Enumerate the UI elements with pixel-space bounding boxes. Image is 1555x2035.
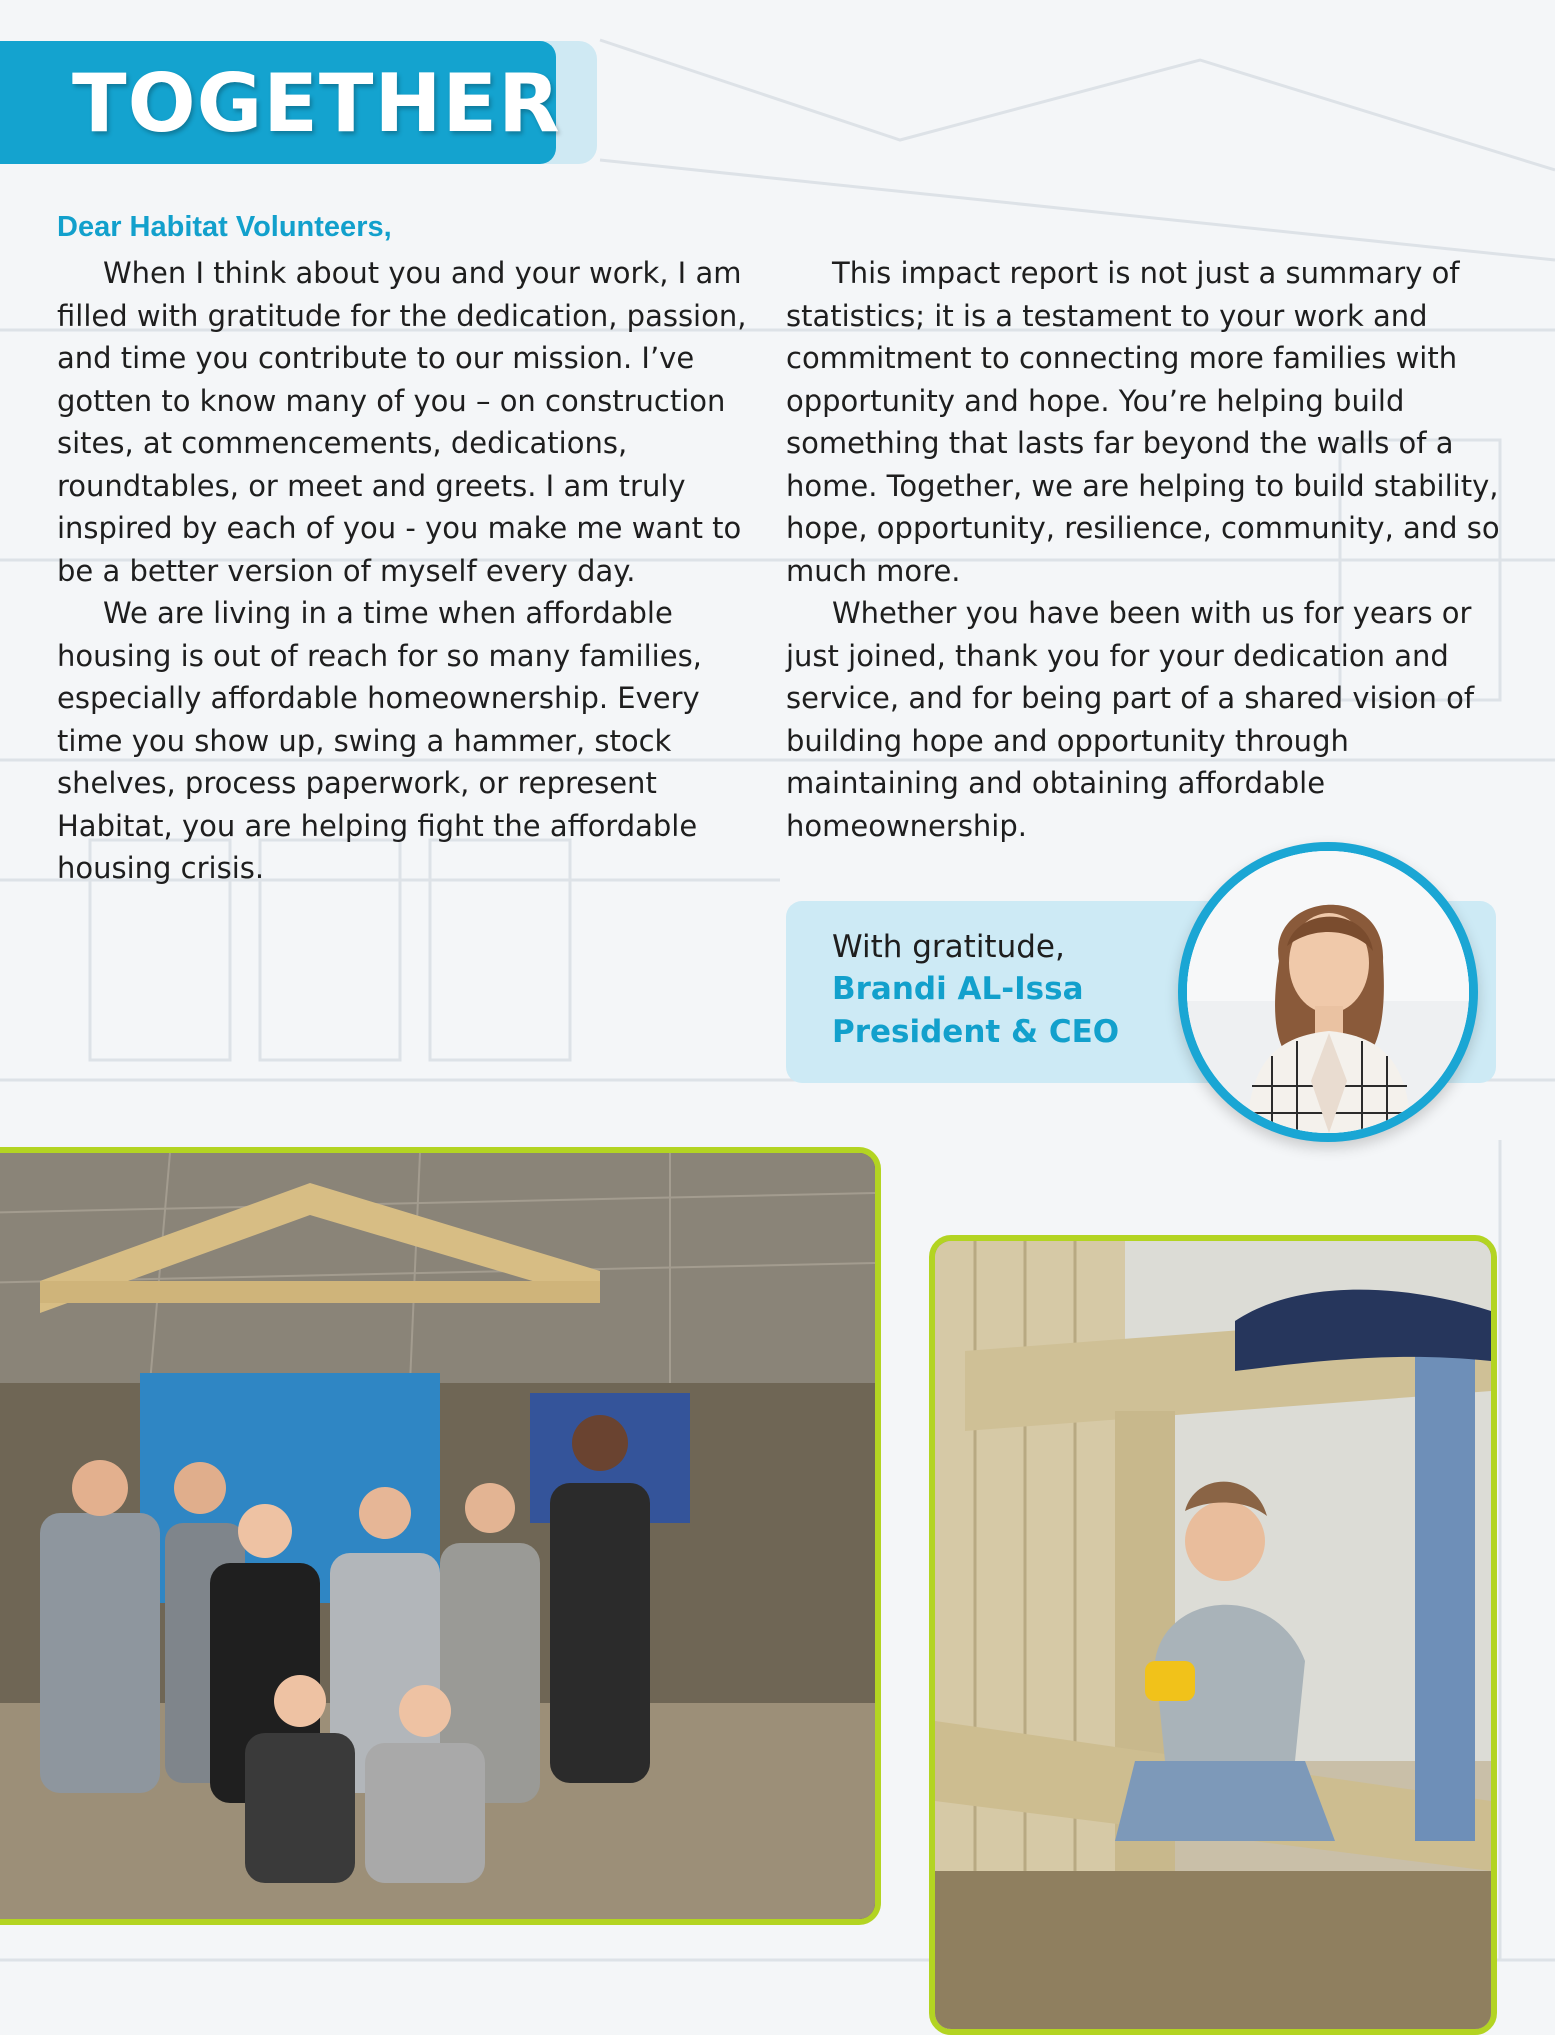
signature-role: President & CEO (832, 1014, 1120, 1050)
letter-column-right (786, 252, 1516, 847)
volunteer-group-photo (0, 1147, 881, 1925)
letter-paragraph: When I think about you and your work, I am filled with gratitude for the dedication, passion, and time you contribute to our mission. I’ve gotten to know many of you – on construction sites, at commencements, dedications, roundtables, or meet and greets. I am truly inspired by each of you - you make me want to be a better version of myself every day. (57, 256, 747, 588)
ceo-portrait (1178, 842, 1478, 1142)
letter-paragraph: We are living in a time when affordable housing is out of reach for so many families, especially affordable homeownership. Every time you show up, swing a hammer, stock shelves, process paperwork, or represent Habitat, you are helping fight the affordable housing crisis. (57, 596, 702, 885)
letter-paragraph: This impact report is not just a summary of statistics; it is a testament to your work and commitment to connecting more families with opportunity and hope. You’re helping build something that lasts far beyond the walls of a home. Together, we are helping to build stability, hope, opportunity, resilience, community, and so much more. (786, 256, 1500, 588)
letter-salutation: Dear Habitat Volunteers, (57, 211, 392, 243)
letter-column-left (57, 252, 767, 890)
volunteer-build-photo (929, 1235, 1497, 2035)
letter-paragraph: Whether you have been with us for years or just joined, thank you for your dedication and service, and for being part of a shared vision of building hope and opportunity through maintaining and obtaining affordable homeownership. (786, 596, 1475, 843)
signature-name: Brandi AL-Issa (832, 971, 1084, 1007)
page-title: TOGETHER (72, 57, 561, 150)
group-photo-illustration (0, 1153, 875, 1925)
build-photo-illustration (935, 1241, 1491, 2029)
signature-closing: With gratitude, (832, 929, 1065, 965)
person-portrait-icon (1187, 851, 1469, 1133)
